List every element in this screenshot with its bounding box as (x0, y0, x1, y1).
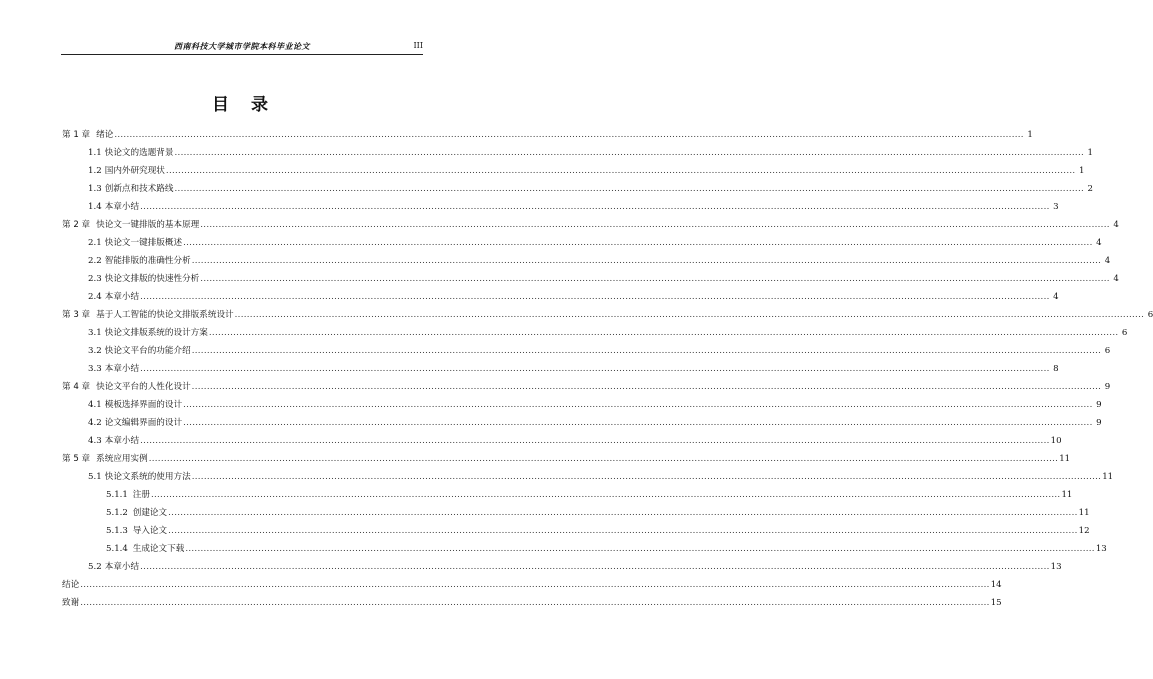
toc-entry-page: 11 (1102, 472, 1114, 482)
toc-entry-label (88, 472, 191, 483)
toc-entry-label (88, 346, 191, 357)
toc-entry-number: 第 1 章 (62, 130, 91, 140)
toc-entry-number: 第 5 章 (62, 454, 91, 464)
toc-entry-number: 3.1 (88, 328, 102, 338)
toc-entry[interactable] (62, 339, 1111, 357)
toc-leader-dots: ............................................................................................................................................................................................................................................................................................................ (140, 292, 1050, 302)
header-page-number: III (413, 41, 423, 50)
toc-entry-page: 15 (990, 598, 1002, 608)
toc-leader-dots: ............................................................................................................................................................................................................................................................................................................ (140, 436, 1050, 446)
toc-entry-number: 第 4 章 (62, 382, 91, 392)
toc-entry-number: 5.2 (88, 562, 102, 572)
toc-entry-title: 本章小结 (104, 202, 140, 212)
toc-entry-page: 10 (1050, 436, 1062, 446)
toc-entry[interactable] (62, 429, 1062, 447)
toc-entry[interactable] (62, 591, 1002, 609)
toc-entry-page: 8 (1053, 364, 1059, 374)
toc-entry-page: 1 (1087, 148, 1094, 158)
toc-entry-label (88, 292, 139, 303)
toc-entry-page: 11 (1061, 490, 1073, 500)
toc-leader-dots: ............................................................................................................................................................................................................................................................................................................ (183, 418, 1093, 428)
toc-entry-label (62, 220, 199, 231)
toc-entry[interactable] (62, 537, 1107, 555)
toc-entry-label (106, 490, 150, 501)
toc-entry-title: 导入论文 (132, 526, 168, 536)
toc-entry-title: 绪论 (96, 130, 114, 140)
toc-leader-dots: ............................................................................................................................................................................................................................................................................................................ (191, 346, 1102, 356)
toc-entry-number: 2.3 (88, 274, 102, 284)
toc-entry-number: 4.1 (88, 400, 102, 410)
toc-entry-label (88, 202, 139, 213)
toc-entry-number: 4.2 (88, 418, 102, 428)
toc-leader-dots: ............................................................................................................................................................................................................................................................................................................ (168, 508, 1078, 518)
toc-entry-label (88, 400, 182, 411)
toc-leader-dots: ............................................................................................................................................................................................................................................................................................................ (148, 454, 1059, 464)
toc-leader-dots: ............................................................................................................................................................................................................................................................................................................ (80, 598, 990, 608)
toc-entry-title: 致谢 (62, 598, 80, 608)
toc-entry-title: 生成论文下载 (132, 544, 185, 554)
toc-entry-label (88, 364, 139, 375)
toc-leader-dots: ............................................................................................................................................................................................................................................................................................................ (191, 472, 1102, 482)
toc-entry-label (88, 436, 139, 447)
toc-leader-dots: ............................................................................................................................................................................................................................................................................................................ (165, 166, 1076, 176)
toc-entry-page: 2 (1087, 184, 1094, 194)
toc-entry-page: 1 (1027, 130, 1033, 140)
toc-entry-title: 创建论文 (132, 508, 168, 518)
toc-entry-page: 13 (1095, 544, 1107, 554)
toc-entry[interactable] (62, 303, 1153, 321)
toc-entry[interactable] (62, 231, 1102, 249)
toc-leader-dots: ............................................................................................................................................................................................................................................................................................................ (200, 220, 1110, 230)
toc-entry-number: 1.4 (88, 202, 102, 212)
toc-entry[interactable] (62, 465, 1114, 483)
toc-leader-dots: ............................................................................................................................................................................................................................................................................................................ (191, 256, 1102, 266)
toc-entry-page: 6 (1147, 310, 1153, 320)
toc-entry-label (88, 328, 208, 339)
toc-entry-number: 2.4 (88, 292, 102, 302)
toc-entry-label (88, 274, 199, 285)
toc-entry-title: 结论 (62, 580, 80, 590)
toc-leader-dots: ............................................................................................................................................................................................................................................................................................................ (168, 526, 1078, 536)
toc-leader-dots: ............................................................................................................................................................................................................................................................................................................ (174, 184, 1085, 194)
toc-entry-title: 快论文排版的快速性分析 (104, 274, 200, 284)
toc-entry[interactable] (62, 321, 1128, 339)
school-name: 西南科技大学城市学院本科毕业论文 (174, 41, 310, 51)
toc-entry-number: 第 3 章 (62, 310, 91, 320)
toc-entry[interactable] (62, 267, 1119, 285)
toc-entry-label (88, 184, 174, 195)
toc-entry-label (62, 310, 234, 321)
toc-leader-dots: ............................................................................................................................................................................................................................................................................................................ (208, 328, 1119, 338)
toc-entry[interactable] (62, 393, 1102, 411)
toc-entry-number: 2.1 (88, 238, 102, 248)
toc-entry-label (88, 256, 191, 267)
toc-entry[interactable] (62, 357, 1059, 375)
toc-entry-number: 1.2 (88, 166, 102, 176)
toc-entry-label (62, 382, 191, 393)
toc-entry-title: 本章小结 (104, 292, 140, 302)
toc-leader-dots: ............................................................................................................................................................................................................................................................................................................ (140, 364, 1050, 374)
toc-entry-title: 论文编辑界面的设计 (104, 418, 183, 428)
toc-entry[interactable] (62, 573, 1002, 591)
toc-entry-page: 9 (1096, 400, 1102, 410)
toc-entry-label (62, 598, 79, 609)
toc-leader-dots: ............................................................................................................................................................................................................................................................................................................ (234, 310, 1145, 320)
toc-entry-title: 快论文一键排版概述 (104, 238, 183, 248)
toc-entry-page: 11 (1059, 454, 1071, 464)
toc-entry-title: 快论文一键排版的基本原理 (96, 220, 200, 230)
toc-entry-label (62, 130, 113, 141)
toc-entry-page: 12 (1078, 526, 1090, 536)
toc-entry-number: 5.1.3 (106, 526, 128, 536)
toc-entry[interactable] (62, 483, 1073, 501)
toc-entry-page: 14 (990, 580, 1002, 590)
toc-entry-title: 创新点和技术路线 (104, 184, 174, 194)
toc-entry[interactable] (62, 555, 1062, 573)
toc-entry-title: 本章小结 (104, 562, 140, 572)
toc-entry-page: 4 (1053, 292, 1059, 302)
toc-entry-title: 本章小结 (104, 364, 140, 374)
toc-entry-page: 4 (1104, 256, 1111, 266)
toc-entry-page: 1 (1078, 166, 1085, 176)
toc-entry-label (88, 148, 174, 159)
toc-entry-label (106, 544, 184, 555)
toc-entry-title: 快论文的选题背景 (104, 148, 174, 158)
toc-leader-dots: ............................................................................................................................................................................................................................................................................................................ (183, 400, 1093, 410)
toc-entry-page: 6 (1104, 346, 1111, 356)
toc-entry-page: 3 (1053, 202, 1059, 212)
toc-entry-label (106, 526, 167, 537)
toc-entry-number: 1.3 (88, 184, 102, 194)
toc-leader-dots: ............................................................................................................................................................................................................................................................................................................ (200, 274, 1110, 284)
toc-entry-page: 9 (1104, 382, 1111, 392)
toc-entry-number: 5.1.2 (106, 508, 128, 518)
toc-entry-number: 5.1.1 (106, 490, 128, 500)
toc-entry[interactable] (62, 141, 1094, 159)
toc-entry-title: 快论文系统的使用方法 (104, 472, 191, 482)
toc-entry-title: 快论文排版系统的设计方案 (104, 328, 208, 338)
toc-entry-label (62, 580, 79, 591)
toc-entry-title: 模板选择界面的设计 (104, 400, 183, 410)
toc-entry-label (106, 508, 167, 519)
toc-leader-dots: ............................................................................................................................................................................................................................................................................................................ (191, 382, 1102, 392)
toc-entry-number: 3.2 (88, 346, 102, 356)
toc-entry-number: 第 2 章 (62, 220, 91, 230)
toc-entry-title: 快论文平台的功能介绍 (104, 346, 191, 356)
toc-entry-number: 3.3 (88, 364, 102, 374)
toc-entry[interactable] (62, 195, 1059, 213)
toc-entry[interactable] (62, 285, 1059, 303)
toc-leader-dots: ............................................................................................................................................................................................................................................................................................................ (185, 544, 1095, 554)
page-title: 目录 (212, 95, 290, 115)
toc-entry-page: 4 (1113, 220, 1119, 230)
toc-entry-title: 注册 (132, 490, 150, 500)
toc-leader-dots: ............................................................................................................................................................................................................................................................................................................ (80, 580, 990, 590)
toc-entry[interactable] (62, 249, 1111, 267)
toc-entry-label (88, 562, 139, 573)
toc-entry-label (88, 238, 182, 249)
toc-entry-number: 5.1.4 (106, 544, 128, 554)
toc-entry-number: 4.3 (88, 436, 102, 446)
toc-entry[interactable] (62, 519, 1090, 537)
page-header (61, 40, 423, 55)
toc-entry[interactable] (62, 411, 1102, 429)
toc-leader-dots: ............................................................................................................................................................................................................................................................................................................ (150, 490, 1061, 500)
toc-entry-label (88, 418, 182, 429)
toc-entry-number: 1.1 (88, 148, 102, 158)
toc-entry[interactable] (62, 177, 1094, 195)
toc-entry-title: 本章小结 (104, 436, 140, 446)
toc-leader-dots: ............................................................................................................................................................................................................................................................................................................ (114, 130, 1024, 140)
toc-entry-label (88, 166, 165, 177)
toc-entry-page: 13 (1050, 562, 1062, 572)
toc-entry-title: 系统应用实例 (96, 454, 148, 464)
table-of-contents (62, 123, 1153, 609)
toc-entry-title: 国内外研究现状 (104, 166, 165, 176)
toc-entry-page: 11 (1078, 508, 1090, 518)
toc-entry[interactable] (62, 159, 1085, 177)
toc-entry-page: 9 (1096, 418, 1102, 428)
toc-leader-dots: ............................................................................................................................................................................................................................................................................................................ (183, 238, 1093, 248)
toc-leader-dots: ............................................................................................................................................................................................................................................................................................................ (174, 148, 1085, 158)
toc-entry[interactable] (62, 447, 1071, 465)
toc-entry[interactable] (62, 375, 1111, 393)
toc-entry-label (62, 454, 148, 465)
toc-entry-title: 基于人工智能的快论文排版系统设计 (96, 310, 234, 320)
toc-leader-dots: ............................................................................................................................................................................................................................................................................................................ (140, 562, 1050, 572)
toc-entry-page: 4 (1096, 238, 1102, 248)
toc-entry[interactable] (62, 213, 1119, 231)
toc-entry[interactable] (62, 501, 1090, 519)
toc-entry-title: 智能排版的准确性分析 (104, 256, 191, 266)
toc-entry-page: 4 (1113, 274, 1119, 284)
toc-entry[interactable] (62, 123, 1033, 141)
toc-entry-page: 6 (1121, 328, 1128, 338)
toc-entry-number: 5.1 (88, 472, 102, 482)
toc-entry-number: 2.2 (88, 256, 102, 266)
toc-entry-title: 快论文平台的人性化设计 (96, 382, 191, 392)
toc-leader-dots: ............................................................................................................................................................................................................................................................................................................ (140, 202, 1050, 212)
